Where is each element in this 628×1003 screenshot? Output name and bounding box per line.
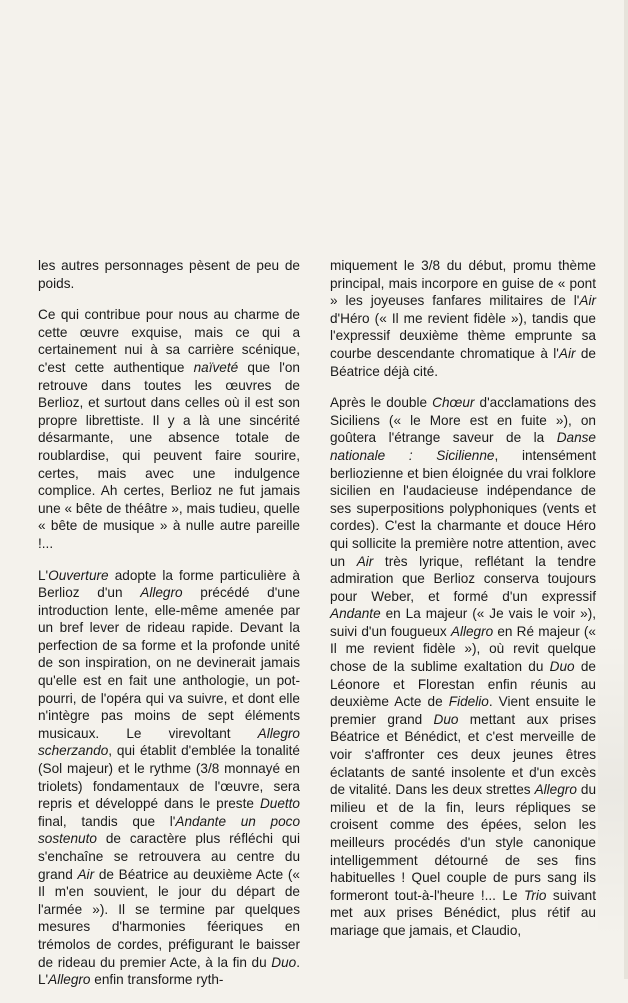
italic-text: Duo bbox=[271, 954, 297, 970]
paragraph: les autres personnages pèsent de peu de poids. bbox=[38, 258, 300, 291]
text-run: . L' bbox=[38, 954, 300, 988]
italic-text: Air bbox=[356, 553, 374, 569]
italic-text: Air bbox=[579, 293, 596, 309]
italic-text: naïveté bbox=[193, 359, 239, 375]
italic-text: Duo bbox=[549, 659, 575, 675]
text-run: , qui établit d'emblée la tonalité (Sol majeur) et le rythme (3/8 monnayé en triolets) fondamentaux de l'œuvre, sera repris et développé dans le preste bbox=[38, 743, 300, 812]
text-run: précédé d'une introduction lente, elle-même amenée par un bref lever de rideau rapide. Devant la perfection de sa forme et la profonde unité de son inspiration, on ne devinerait jamais qu'elle est en fait une anthologie, un pot-pourri, de l'opéra qui va suivre, et dont elle n'intègre pas moins de sept éléments musicaux. Le virevoltant bbox=[38, 585, 300, 741]
italic-text: Duo bbox=[433, 711, 459, 727]
text-run: en Ré majeur (« Il me revient fidèle »), où revit quelque chose de la sublime exaltation du bbox=[330, 623, 596, 675]
italic-text: Fidelio bbox=[448, 694, 489, 710]
text-run: enfin transforme ryth- bbox=[90, 972, 224, 988]
text-run: . Vient ensuite le premier grand bbox=[330, 694, 596, 727]
text-run: de Léonore et Florestan enfin réunis au deuxième Acte de bbox=[330, 659, 596, 710]
text-run: suivant met aux prises Bénédict, plus rétif au mariage que jamais, et Claudio, bbox=[330, 887, 596, 938]
italic-text: Duetto bbox=[259, 796, 300, 812]
italic-text: Allegro bbox=[48, 972, 91, 988]
italic-text: Andante bbox=[330, 606, 381, 622]
italic-text: Andante un poco sostenuto bbox=[38, 813, 301, 847]
italic-text: Ouverture bbox=[48, 567, 109, 583]
left-text-column bbox=[38, 257, 300, 1003]
italic-text: Air bbox=[558, 345, 576, 361]
text-run: de caractère plus réfléchi qui s'enchaîne se retrouvera au centre du grand bbox=[38, 831, 300, 882]
text-run: L' bbox=[38, 567, 49, 583]
italic-text: Allegro bbox=[140, 585, 183, 601]
text-run: Après le double bbox=[330, 395, 433, 411]
italic-text: Danse nationale : Sicilienne bbox=[330, 430, 596, 463]
italic-text: Chœur bbox=[432, 395, 475, 411]
italic-text: Air bbox=[77, 866, 95, 882]
paragraph bbox=[38, 306, 300, 552]
text-run: du milieu et de la fin, leurs répliques se croisent comme des épées, selon les meilleurs procédés d'un style canonique intelligemment détourné de ses fins habituelles ! Quel couple de purs sang ils formeront tout-à-l'heure !... Le bbox=[330, 782, 597, 903]
paragraph bbox=[330, 257, 596, 380]
text-run: miquement le 3/8 du début, promu thème principal, mais incorpore en guise de « pont » les joyeuses fanfares militaires de l' bbox=[330, 258, 596, 309]
paragraph bbox=[38, 567, 300, 989]
text-run: Ce qui contribue pour nous au charme de cette œuvre exquise, mais ce qui a certainement nui à sa carrière scénique, c'est cette authentique bbox=[38, 307, 300, 375]
text-run: final, tandis que l' bbox=[38, 813, 176, 829]
text-run: adopte la forme particulière à Berlioz d'un bbox=[38, 567, 300, 601]
text-run: de Béatrice au deuxième Acte (« Il m'en souvient, le jour du départ de l'armée »). Il se termine par quelques mesures d'harmonies féeriques en trémolos de cordes, préfigurant le baisser de rideau du premier Acte, à la fin du bbox=[38, 866, 300, 970]
italic-text: Allegro scherzando bbox=[38, 725, 300, 759]
page-edge bbox=[624, 0, 628, 979]
text-run: que l'on retrouve dans toutes les œuvres de Berlioz, et surtout dans celles où il est son propre librettiste. Il y a là une sincérité désarmante, une absence totale de roublardise, qui peuvent faire sourire, certes, mais avec une indulgence complice. Ah certes, Berlioz ne fut jamais une « bête de théâtre », mais tudieu, quelle « bête de musique » à nulle autre pareille !... bbox=[38, 359, 300, 551]
paragraph bbox=[330, 394, 596, 939]
right-text-column bbox=[330, 257, 596, 954]
text-run: d'Héro (« Il me revient fidèle »), tandis que l'expressif deuxième thème emprunte sa courbe descendante chromatique à l' bbox=[330, 310, 596, 361]
text-run: très lyrique, reflétant la tendre admiration que Berlioz conserva toujours pour Weber, et formé d'un expressif bbox=[330, 553, 597, 604]
italic-text: Trio bbox=[524, 887, 547, 903]
text-run: , intensément berliozienne et bien éloignée du vrai folklore sicilien en l'audacieuse indépendance de ses superpositions polyphoniques (vents et cordes). C'est la charmante et douce Héro qui sollicite la première notre attention, avec un bbox=[330, 447, 597, 569]
italic-text: Allegro bbox=[450, 623, 494, 639]
text-run: de Béatrice déjà cité. bbox=[330, 345, 596, 379]
text-run: d'acclamations des Siciliens (« le More est en fuite »), on goûtera l'étrange saveur de la bbox=[330, 395, 596, 446]
text-run: mettant aux prises Béatrice et Bénédict, et c'est merveille de voir s'affronter ces deux jeunes êtres éclatants de santé insolente et d'un excès de vitalité. Dans les deux strettes bbox=[330, 711, 596, 798]
italic-text: Allegro bbox=[534, 782, 577, 798]
text-run: en La majeur (« Je vais le voir »), suivi d'un fougueux bbox=[330, 606, 596, 639]
